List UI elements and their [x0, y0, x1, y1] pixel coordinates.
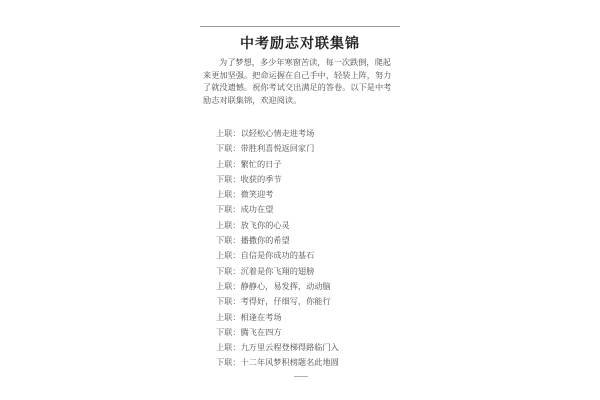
intro-text: 为了梦想，多少年寒窗苦读，每一次跌倒，爬起来更加坚强。把命运握在自己手中，轻装上阵，努力了就没遗憾。祝你考试交出满足的答卷。以下是中考励志对联集锦，欢迎阅读。: [203, 57, 392, 105]
couplet-text: 静静心，易发挥，动动脑: [240, 280, 331, 291]
couplet-label: 上联：: [216, 189, 241, 200]
couplet-text: 带胜利喜悦返回家门: [240, 143, 315, 154]
couplet-text: 腾飞在四方: [240, 326, 282, 337]
couplet-label: 下联：: [216, 173, 241, 184]
couplet-label: 下联：: [216, 296, 241, 307]
couplet-label: 下联：: [216, 326, 241, 337]
couplet-text: 沉着是你飞翔的翅膀: [240, 265, 315, 276]
couplet-line: [216, 248, 416, 263]
couplet-label: 上联：: [216, 280, 241, 291]
header-rule: [200, 26, 400, 27]
couplet-text: 繁忙的日子: [240, 158, 282, 169]
couplet-label: 上联：: [216, 128, 241, 138]
couplet-line: [216, 126, 416, 141]
couplet-line: [216, 279, 416, 294]
couplet-label: 下联：: [216, 143, 241, 154]
couplet-line: [216, 233, 416, 248]
couplet-line: [216, 355, 416, 370]
couplet-text: 十二年风梦积榜题名此地圆: [240, 357, 339, 368]
couplet-label: 下联：: [216, 204, 241, 215]
couplet-text: 自信是你成功的基石: [240, 250, 315, 261]
couplet-label: 上联：: [216, 158, 241, 169]
couplet-line: [216, 172, 416, 187]
couplet-label: 下联：: [216, 235, 241, 246]
couplet-text: 以轻松心情走进考场: [240, 128, 315, 138]
couplet-text: 相逢在考场: [240, 311, 282, 322]
couplet-line: [216, 310, 416, 325]
couplet-line: [216, 294, 416, 309]
couplet-line: [216, 187, 416, 202]
couplet-label: 下联：: [216, 265, 241, 276]
footer-rule: [294, 376, 308, 377]
couplet-label: 上联：: [216, 311, 241, 322]
couplet-text: 成功在望: [240, 204, 274, 215]
couplet-text: 放飞你的心灵: [240, 219, 290, 230]
couplet-text: 九万里云程登梯得路临门入: [240, 342, 339, 353]
couplet-label: 上联：: [216, 250, 241, 261]
couplet-line: [216, 202, 416, 217]
couplet-label: 上联：: [216, 342, 241, 353]
couplet-text: 考得好，仔细写，你能行: [240, 296, 331, 307]
couplet-line: [216, 340, 416, 355]
couplet-label: 下联：: [216, 357, 241, 368]
couplet-text: 收获的季节: [240, 173, 282, 184]
couplet-list: [216, 126, 416, 371]
couplet-text: 播撒你的希望: [240, 235, 290, 246]
document-title: 中考励志对联集锦: [240, 36, 360, 52]
couplet-line: [216, 218, 416, 233]
couplet-line: [216, 141, 416, 156]
couplet-text: 微笑迎考: [240, 189, 274, 200]
intro-paragraph: [203, 56, 399, 106]
couplet-line: [216, 157, 416, 172]
couplet-label: 上联：: [216, 219, 241, 230]
couplet-line: [216, 264, 416, 279]
couplet-line: [216, 325, 416, 340]
